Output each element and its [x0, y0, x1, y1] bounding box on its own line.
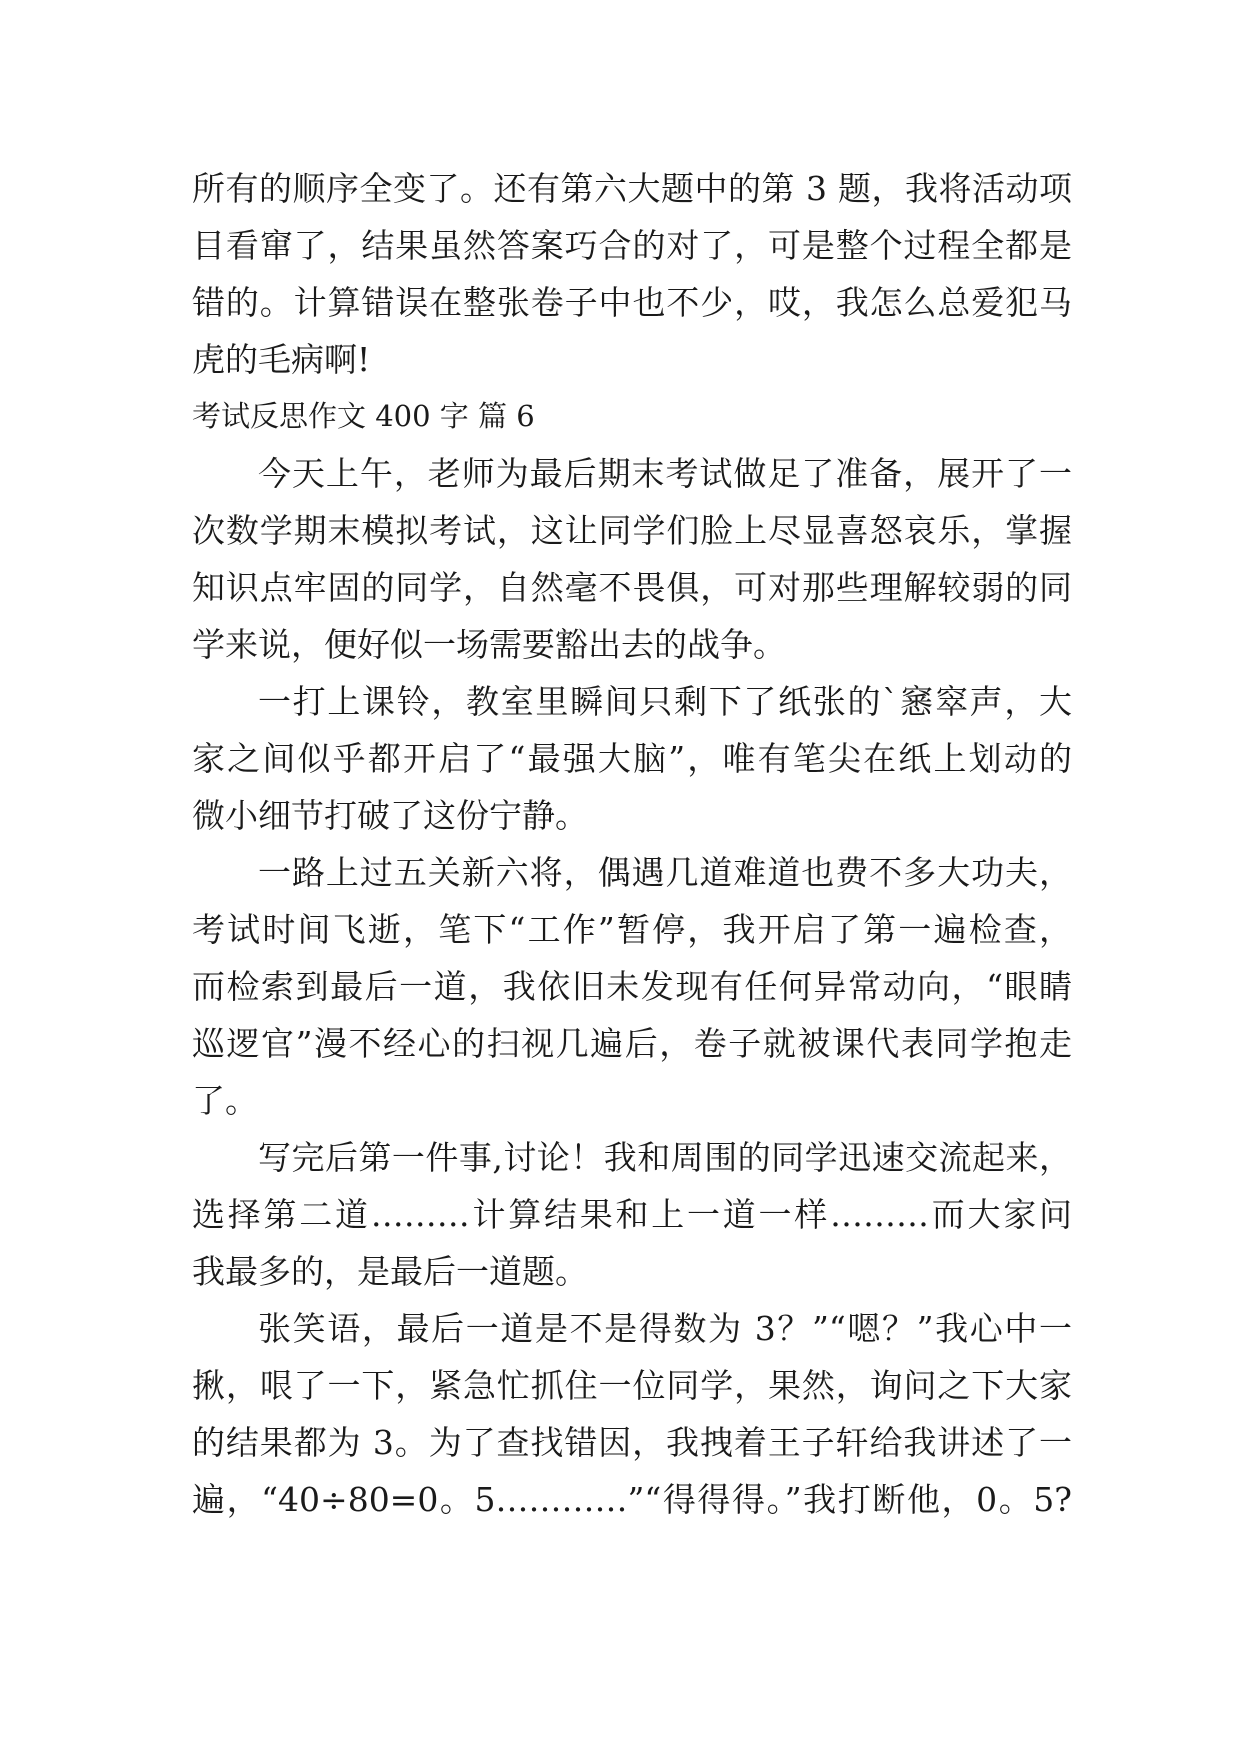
text-line: 微小细节打破了这份宁静。 [192, 796, 588, 835]
text-line: 揪，哏了一下，紧急忙抓住一位同学，果然，询问之下大家 [192, 1366, 1072, 1405]
text-line: 我最多的，是最后一道题。 [192, 1252, 588, 1291]
text-line: 考试时间飞逝，笔下“工作”暂停，我开启了第一遍检查， [192, 910, 1072, 949]
text-line: 巡逻官”漫不经心的扫视几遍后，卷子就被课代表同学抱走 [192, 1024, 1072, 1063]
text-line: 知识点牢固的同学，自然毫不畏俱，可对那些理解较弱的同 [192, 568, 1072, 607]
text-line: 目看窜了，结果虽然答案巧合的对了，可是整个过程全都是 [192, 226, 1072, 265]
text-line: 了。 [192, 1081, 258, 1120]
text-line: 的结果都为 3。为了查找错因，我拽着王子轩给我讲述了一 [192, 1423, 1072, 1462]
text-line: 写完后第一件事,讨论！我和周围的同学迅速交流起来， [258, 1138, 1072, 1177]
text-line: 选择第二道………计算结果和上一道一样………而大家问 [192, 1195, 1072, 1234]
text-line: 而检索到最后一道，我依旧未发现有任何异常动向，“眼睛 [192, 967, 1072, 1006]
text-line: 一打上课铃，教室里瞬间只剩下了纸张的`窸窣声，大 [258, 682, 1072, 721]
text-line: 错的。计算错误在整张卷子中也不少，哎，我怎么总爱犯马 [192, 283, 1072, 322]
text-line: 遍，“40÷80=0。5…………”“得得得。”我打断他，0。5? [192, 1480, 1072, 1519]
text-line: 虎的毛病啊! [192, 340, 371, 379]
text-line: 一路上过五关新六将，偶遇几道难道也费不多大功夫， [258, 853, 1072, 892]
text-line: 家之间似乎都开启了“最强大脑”，唯有笔尖在纸上划动的 [192, 739, 1072, 778]
section-heading: 考试反思作文 400 字 篇 6 [192, 399, 535, 433]
text-line: 今天上午，老师为最后期末考试做足了准备，展开了一 [258, 454, 1072, 493]
text-line: 张笑语，最后一道是不是得数为 3？”“嗯？”我心中一 [258, 1309, 1072, 1348]
text-line: 所有的顺序全变了。还有第六大题中的第 3 题，我将活动项 [192, 169, 1072, 208]
document-page [192, 160, 1072, 1528]
text-line: 学来说，便好似一场需要豁出去的战争。 [192, 625, 786, 664]
text-line: 次数学期末模拟考试，这让同学们脸上尽显喜怒哀乐，掌握 [192, 511, 1072, 550]
